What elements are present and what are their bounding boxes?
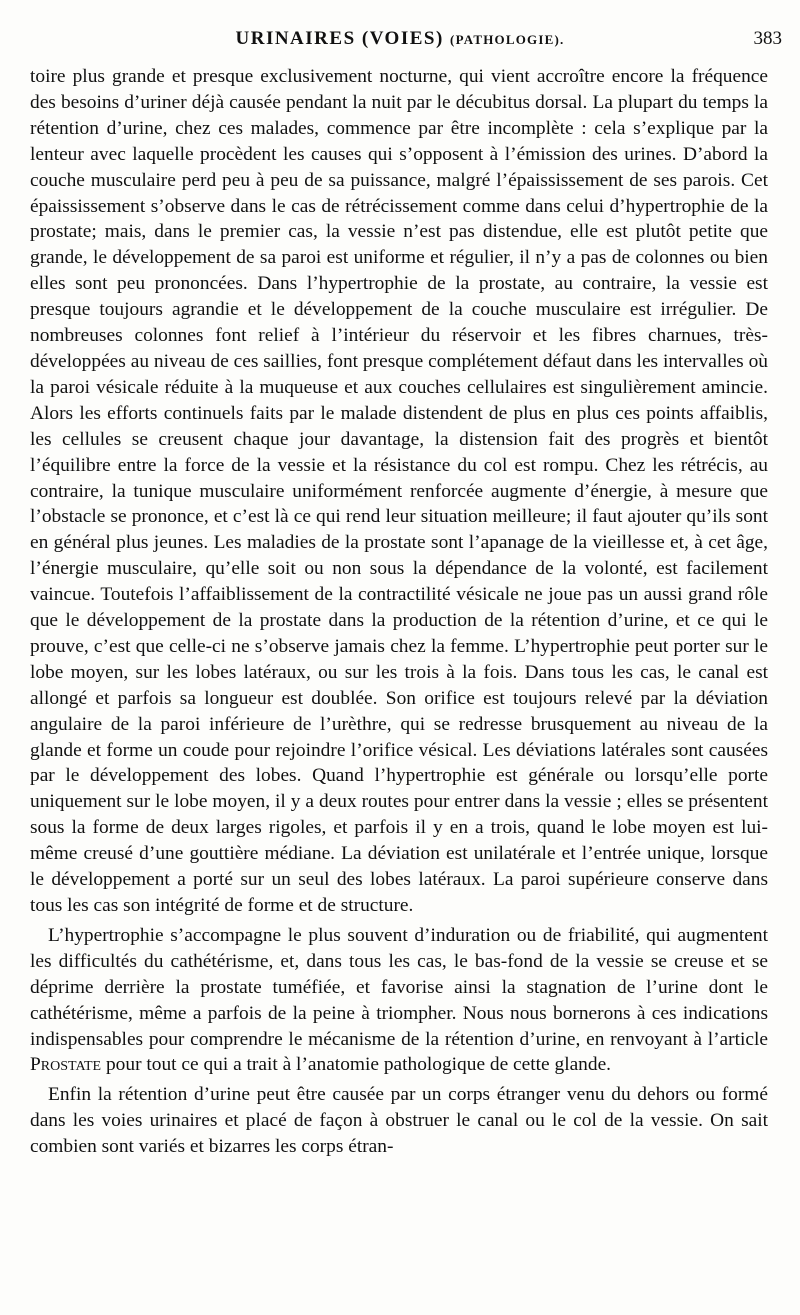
running-title-sub: (PATHOLOGIE).: [450, 32, 565, 47]
running-title: [0, 28, 800, 50]
paragraph-3: Enfin la rétention d’urine peut être causée par un corps étranger venu du dehors ou formé dans les voies urinaires et placé de façon à obstruer le canal ou le col de la vessie. On sait combien sont variés et bizarres les corps étran-: [30, 1084, 768, 1158]
page-number: 383: [753, 28, 782, 49]
running-head: [0, 28, 800, 58]
running-title-main: URINAIRES (VOIES): [235, 28, 444, 49]
paragraph-2-text-after: pour tout ce qui a trait à l’anatomie pathologique de cette glande.: [105, 1054, 612, 1076]
paragraph-1: toire plus grande et presque exclusivement nocturne, qui vient accroître encore la fréquence des besoins d’uriner déjà causée pendant la nuit par le décubitus dorsal. La plupart du temps la rétention d’urine, chez ces malades, commence par être incomplète : cela s’explique par la lenteur avec laquelle procèdent les causes qui s’opposent à l’émission des urines. D’abord la couche musculaire perd peu à peu de sa puissance, malgré l’épaississement de ses parois. Cet épaississement s’observe dans le cas de rétrécissement comme dans celui d’hypertrophie de la prostate; mais, dans le premier cas, la vessie n’est pas distendue, elle est plutôt petite que grande, le développement de sa paroi est uniforme et régulier, il n’y a pas de colonnes ou bien elles sont peu prononcées. Dans l’hypertrophie de la prostate, au contraire, la vessie est presque toujours agrandie et le développement de la couche musculaire est irrégulier. De nombreuses colonnes font relief à l’intérieur du réservoir et les fibres charnues, très-développées au niveau de ces saillies, font presque complétement défaut dans les intervalles où la paroi vésicale réduite à la muqueuse et aux couches cellulaires est singulièrement amincie. Alors les efforts continuels faits par le malade distendent de plus en plus ces points affaiblis, les cellules se creusent chaque jour davantage, la distension fait des progrès et bientôt l’équilibre entre la force de la vessie et la résistance du col est rompu. Chez les rétrécis, au contraire, la tunique musculaire uniformément renforcée augmente d’énergie, à mesure que l’obstacle se prononce, et c’est là ce qui rend leur situation meilleure; il faut ajouter qu’ils sont en général plus jeunes. Les maladies de la prostate sont l’apanage de la vieillesse et, à cet âge, l’énergie musculaire, qu’elle soit ou non sous la dépendance de la volonté, est facilement vaincue. Toutefois l’affaiblissement de la contractilité vésicale ne joue pas un aussi grand rôle que le développement de la prostate dans la production de la rétention d’urine, et ce qui le prouve, c’est que celle-ci ne s’observe jamais chez la femme. L’hypertrophie peut porter sur le lobe moyen, sur les lobes latéraux, ou sur les trois à la fois. Dans tous les cas, le canal est allongé et parfois sa longueur est doublée. Son orifice est toujours relevé par la déviation angulaire de la paroi inférieure de l’urèthre, qui se redresse brusquement au niveau de la glande et forme un coude pour rejoindre l’orifice vésical. Les déviations latérales sont causées par le développement des lobes. Quand l’hypertrophie est générale ou lorsqu’elle porte uniquement sur le lobe moyen, il y a deux routes pour entrer dans la vessie ; elles se présentent sous la forme de deux larges rigoles, et parfois il y en a trois, quand le lobe moyen est lui-même creusé d’une gouttière médiane. La déviation est unilatérale et l’entrée unique, lorsque le développement a porté sur un seul des lobes latéraux. La paroi supérieure conserve dans tous les cas son intégrité de forme et de structure.: [30, 66, 768, 916]
paragraph-2-text-before: L’hypertrophie s’accompagne le plus souvent d’induration ou de friabilité, qui augmentent les difficultés du cathétérisme, et, dans tous les cas, le bas-fond de la vessie se creuse et se déprime derrière la prostate tuméfiée, et favorise ainsi la stagnation de l’urine dont le cathétérisme, même a parfois de la peine à triompher. Nous nous bornerons à ces indications indispensables pour comprendre le mécanisme de la rétention d’urine, en renvoyant à l’article: [30, 924, 768, 1050]
article-reference-prostate: Prostate: [30, 1054, 102, 1076]
paragraph-2: [30, 923, 768, 1078]
body-text: [30, 64, 768, 1160]
